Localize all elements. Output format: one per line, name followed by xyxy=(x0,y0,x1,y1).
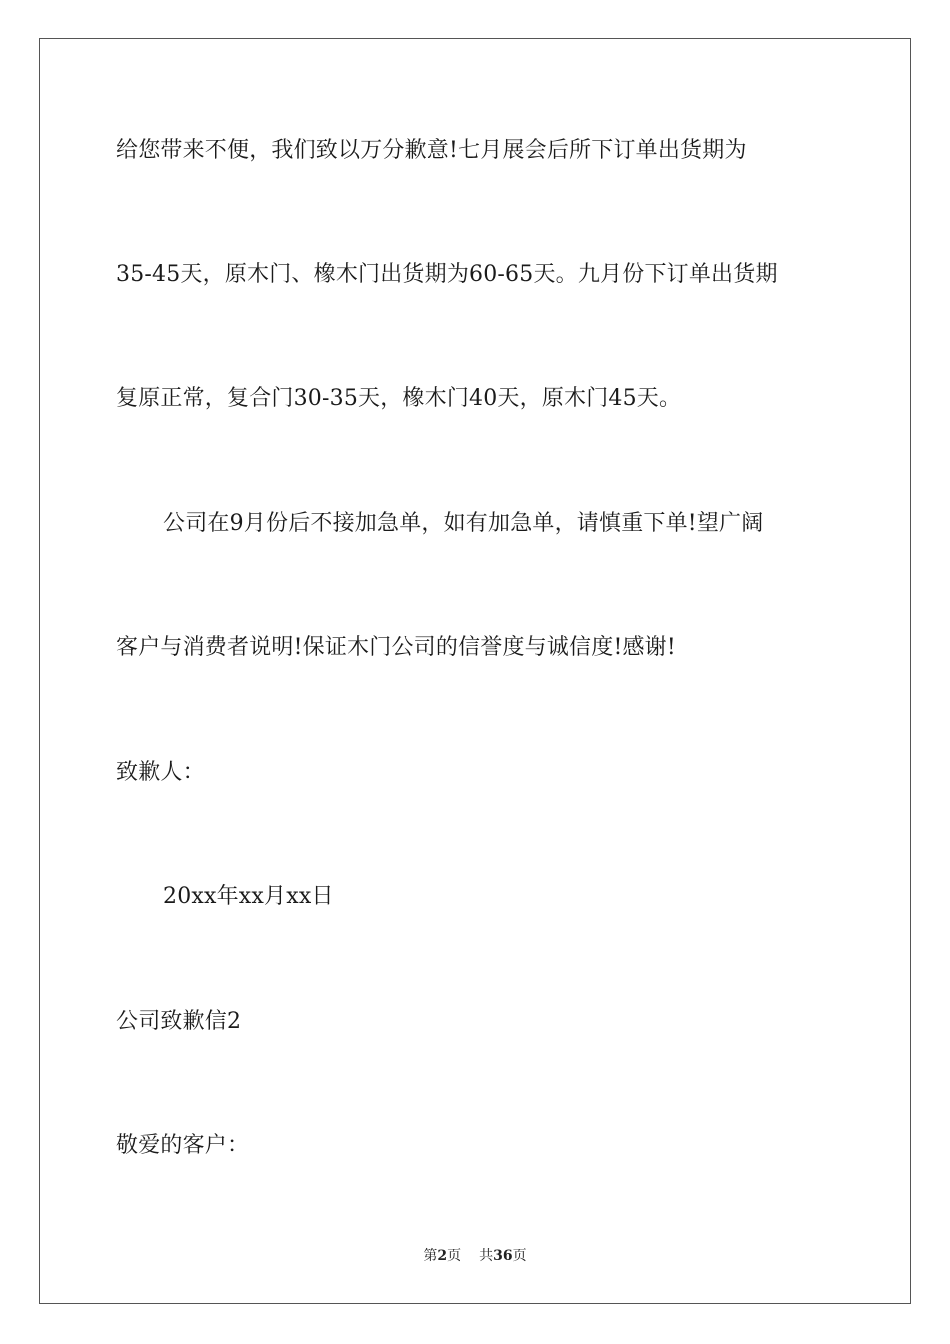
page-border xyxy=(39,38,911,1304)
total-prefix: 共 xyxy=(479,1248,494,1264)
letter-date: 20xx年xx月xx日 xyxy=(163,884,334,909)
total-suffix: 页 xyxy=(512,1248,527,1264)
body-line-3: 复原正常，复合门30-35天，橡木门40天，原木门45天。 xyxy=(116,386,682,411)
total-pages: 36 xyxy=(493,1248,513,1264)
section-title: 公司致歉信2 xyxy=(116,1009,242,1034)
body-line-5: 客户与消费者说明!保证木门公司的信誉度与诚信度!感谢! xyxy=(116,635,676,660)
page-suffix: 页 xyxy=(447,1248,462,1264)
signature-label: 致歉人： xyxy=(116,760,205,785)
body-line-2: 35-45天，原木门、橡木门出货期为60-65天。九月份下订单出货期 xyxy=(116,262,778,287)
body-line-1: 给您带来不便，我们致以万分歉意!七月展会后所下订单出货期为 xyxy=(116,138,747,163)
page-number: 2 xyxy=(437,1248,448,1264)
page-footer xyxy=(0,1246,950,1266)
body-line-4: 公司在9月份后不接加急单，如有加急单，请慎重下单!望广阔 xyxy=(163,511,764,536)
salutation: 敬爱的客户： xyxy=(116,1133,250,1158)
page-prefix: 第 xyxy=(423,1248,438,1264)
